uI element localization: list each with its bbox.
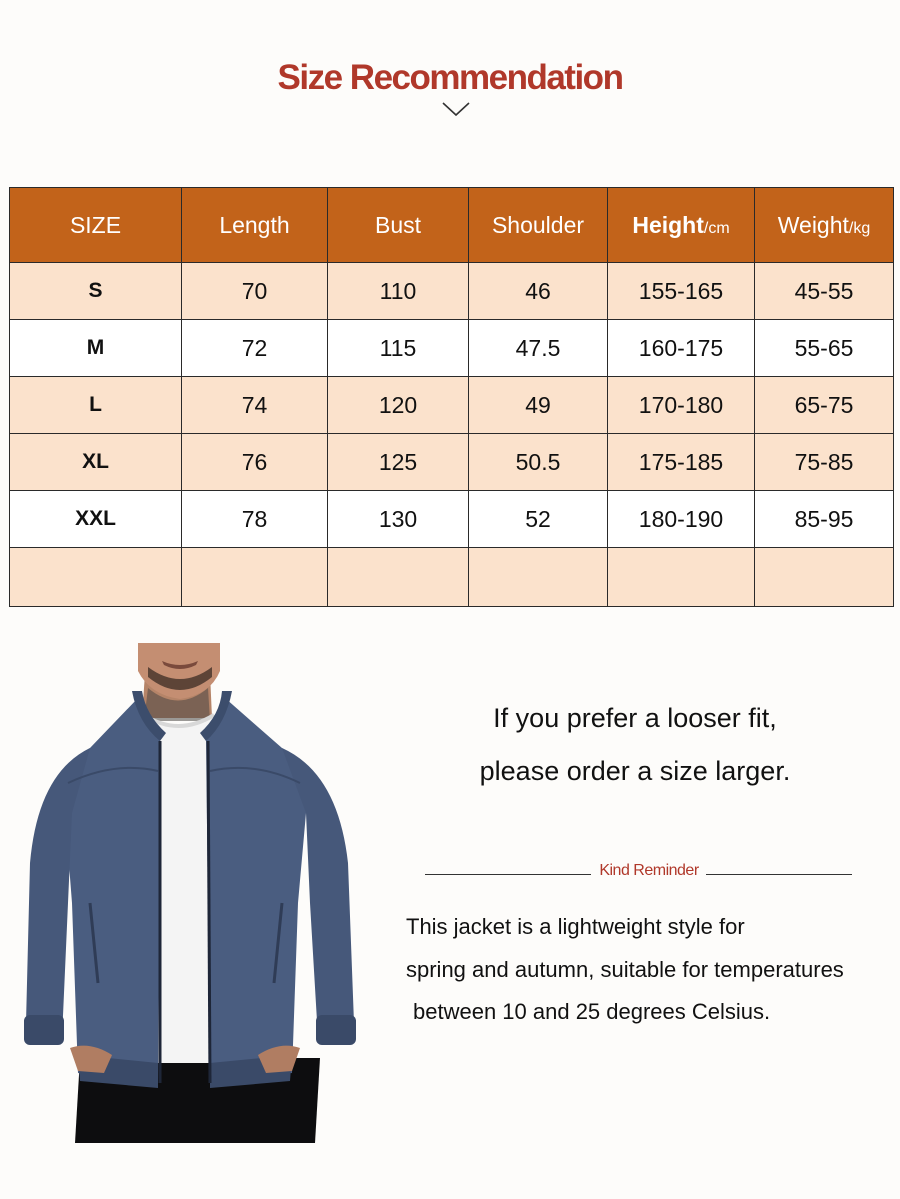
table-row [10, 377, 894, 434]
product-photo [20, 643, 365, 1143]
table-cell: 115 [328, 320, 469, 377]
table-row [10, 491, 894, 548]
divider-line-left [425, 874, 591, 875]
table-cell: S [10, 263, 182, 320]
header-label: Height [632, 211, 704, 238]
table-cell: 50.5 [469, 434, 608, 491]
table-cell [10, 548, 182, 607]
header-label: Bust [374, 211, 422, 238]
table-cell: 47.5 [469, 320, 608, 377]
page-title: Size Recommendation [277, 58, 623, 97]
table-cell: 70 [182, 263, 328, 320]
header-bust [328, 188, 469, 263]
table-cell: 130 [328, 491, 469, 548]
fit-tip-line-1: If you prefer a looser fit, [493, 703, 777, 733]
divider-line-right [706, 874, 852, 875]
header-unit: /cm [703, 219, 730, 237]
header-unit: /kg [848, 219, 871, 237]
table-cell: XXL [10, 491, 182, 548]
size-chart-table [9, 187, 894, 607]
table-row [10, 434, 894, 491]
header-weight [755, 188, 894, 263]
reminder-text-line-1: This jacket is a lightweight style for [406, 914, 745, 939]
reminder-text-line-3: between 10 and 25 degrees Celsius. [413, 999, 771, 1024]
header-size [10, 188, 182, 263]
table-cell: 120 [328, 377, 469, 434]
fit-tip-line-2: please order a size larger. [479, 756, 791, 786]
table-cell [755, 548, 894, 607]
table-cell: 75-85 [755, 434, 894, 491]
header-label: Shoulder [491, 211, 585, 238]
table-cell: 55-65 [755, 320, 894, 377]
table-cell: 52 [469, 491, 608, 548]
table-cell: 72 [182, 320, 328, 377]
table-cell: 110 [328, 263, 469, 320]
table-cell: 45-55 [755, 263, 894, 320]
table-cell: 46 [469, 263, 608, 320]
table-cell: 160-175 [608, 320, 755, 377]
header-shoulder [469, 188, 608, 263]
table-cell: 85-95 [755, 491, 894, 548]
table-cell: 49 [469, 377, 608, 434]
kind-reminder-label: Kind Reminder [599, 862, 699, 879]
table-cell: 125 [328, 434, 469, 491]
table-row [10, 548, 894, 607]
table-cell [182, 548, 328, 607]
table-row [10, 263, 894, 320]
kind-reminder-divider [425, 860, 852, 884]
table-cell: 65-75 [755, 377, 894, 434]
header-length [182, 188, 328, 263]
table-cell: 175-185 [608, 434, 755, 491]
table-cell: 155-165 [608, 263, 755, 320]
table-cell: 180-190 [608, 491, 755, 548]
table-cell: 76 [182, 434, 328, 491]
chevron-down-icon [441, 100, 471, 118]
table-cell: 78 [182, 491, 328, 548]
reminder-text-line-2: spring and autumn, suitable for temperatures [406, 957, 844, 982]
table-cell [608, 548, 755, 607]
table-cell: L [10, 377, 182, 434]
header-label: SIZE [69, 211, 122, 238]
table-cell: M [10, 320, 182, 377]
header-label: Weight [777, 211, 849, 238]
header-label: Length [219, 211, 290, 238]
table-cell [328, 548, 469, 607]
table-cell: 74 [182, 377, 328, 434]
table-cell: 170-180 [608, 377, 755, 434]
table-cell: XL [10, 434, 182, 491]
table-cell [469, 548, 608, 607]
header-height [608, 188, 755, 263]
table-row [10, 320, 894, 377]
table-header-row [10, 188, 894, 263]
